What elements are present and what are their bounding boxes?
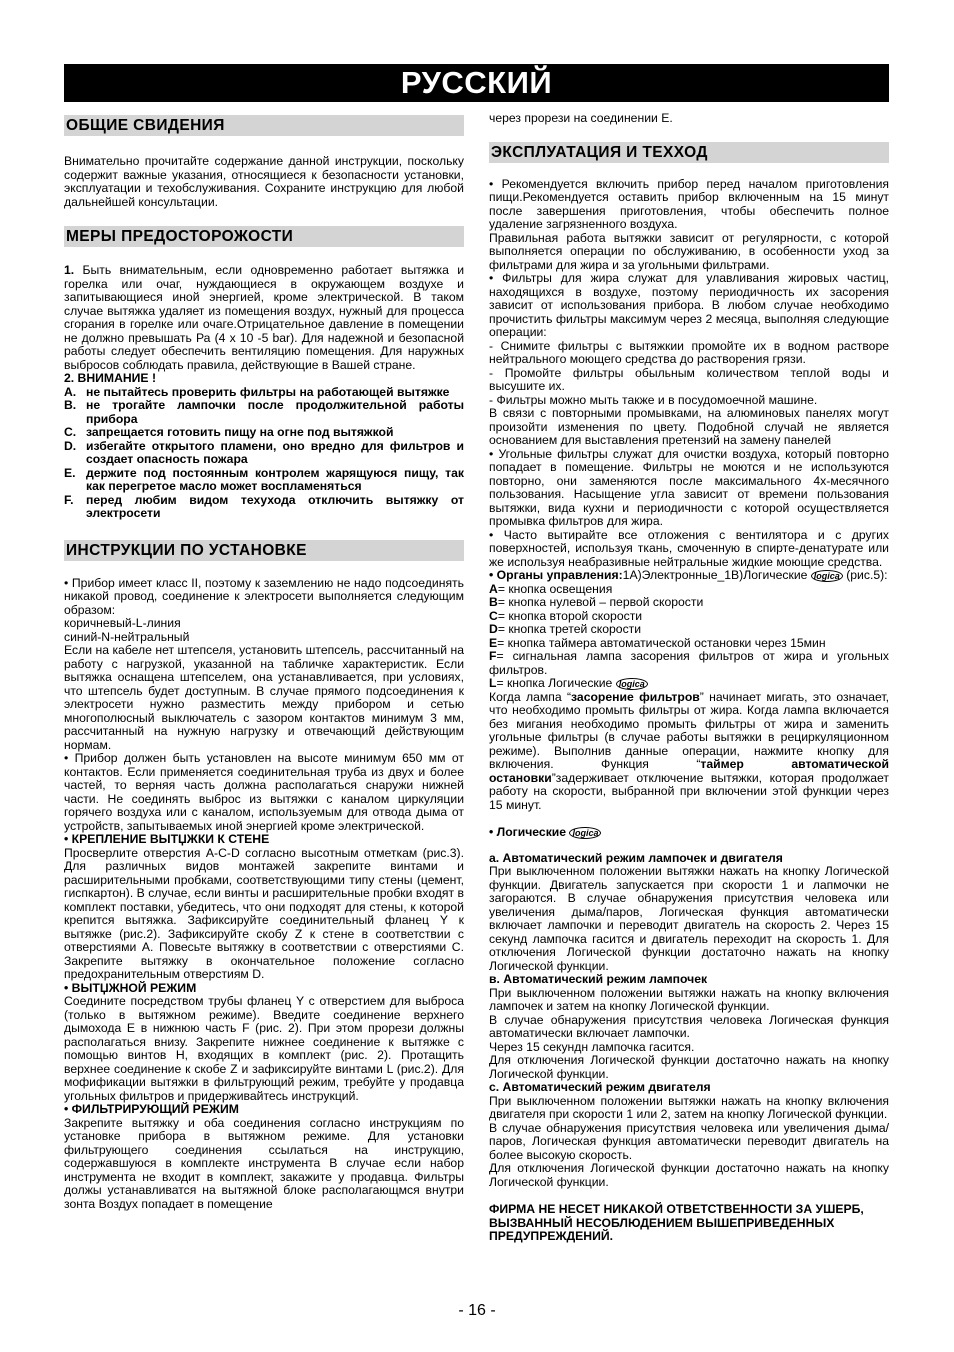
wall-mount-text: Просверлите отверстия A-C-D согласно высотным отметкам (рис.3). Для различных видов монтажей закрепите винтами и расширительными пробками, соответствующими типу стены (цемент, гиспкартон). В случае, если винты и расширительные пробки входят в комплект поставки, убедитесь, что они подходят для стены, к которой крепится вытяжка. Зафиксируйте соединительный фланец Y к вытяжке (рис.2). Зафиксируйте скобу Z к стене в соответствии с отверстиями A. Повесьте вытяжку в соответствии с отверстиями C. Закрепите вытяжку в окончательное положение согласно предохранительным отверстиям D. — [64, 845, 464, 981]
key-letter: D — [489, 622, 498, 636]
mode-a-text: При выключенном положении вытяжки нажать на кнопку Логической функции. Двигатель запускается при скорости 1 и лапмочки не загораются. В случае обнаружения присутствия человека или увеличения дыма/паров, Логическая функция автоматически включает лампочки и переводит двигатель на скорость 2. Через 15 секунд лампочка гасится и двигатель переходит на скорость 1. Для отключения Логической функции достаточно нажать на кнопку Логической функции. — [489, 864, 889, 973]
mode-c-text-3: Для отключения Логической функции достаточно нажать на кнопку Логической функции. — [489, 1161, 889, 1189]
operation-p9: • Часто вытирайте все отложения с вентилятора и с других поверхностей, используя ткань, смоченную в спирте-денатурате или же используя неабразивные нейтральные жидкие моющие средства. — [489, 527, 889, 569]
operation-p5: - Промойте фильтры обыльным количеством теплой воды и высушите их. — [489, 365, 889, 393]
precaution-1 — [64, 264, 464, 372]
warning-text: не пытайтесь проверить фильтры на работающей вытяжке — [86, 384, 450, 399]
wire-blue: синий-N-нейтральный — [64, 629, 190, 644]
logic-heading-line — [489, 826, 889, 840]
key-letter: E — [489, 635, 498, 650]
wire-brown: коричневый-L-линия — [64, 616, 181, 630]
key-item — [489, 583, 889, 597]
page-number: - 16 - — [458, 1302, 496, 1319]
logica-logo-icon: logica — [616, 678, 648, 690]
operation-p2: Правильная работа вытяжки зависит от регулярности, с которой выполняется операции по обслуживанию, в особенности уход за фильтрами для жира и за угольными фильтрами. — [489, 230, 889, 272]
wall-mount-heading: • КРЕПЛЕНИЕ ВЫТЏЖКИ К СТЕНЕ — [64, 832, 270, 846]
warning-item — [64, 494, 464, 521]
right-column — [489, 112, 889, 1244]
section-title-general: ОБЩИЕ СВИДЕНИЯ — [64, 115, 464, 136]
operation-p1: • Рекомендуется включить прибор перед началом приготовления пищи.Рекомендуется оставить прибор включенным на 15 минут после завершения приготовления, чтобы обеспечить полное удаление загрязненного воздуха. — [489, 176, 889, 231]
warning-text: перед любим видом техухода отключить вытяжку от электросети — [86, 492, 464, 520]
warning-letter: E. — [64, 465, 76, 480]
operation-p7: В связи с повторными промывками, на алюминовых панелях могут произойти изменения по цвету. Подобной случай не является основанием для выставления претензий на замену панелей — [489, 406, 889, 447]
warning-letter: D. — [64, 438, 77, 453]
logic-heading: • Логические — [489, 825, 567, 839]
warning-text: держите под постоянным контролем жарящуюся пищу, так как перегретое масло может воспламеняться — [86, 465, 464, 493]
warning-list — [64, 386, 464, 521]
key-item — [489, 650, 889, 677]
key-item — [489, 610, 889, 624]
warning-item — [64, 440, 464, 467]
warning-item — [64, 386, 464, 400]
mode-b-text-2: В случае обнаружения присутствия человека Логическая функция автоматически включает лампочки. — [489, 1012, 889, 1040]
filter-mode-continuation: через прорези на соединении E. — [489, 111, 673, 125]
warning-letter: A. — [64, 384, 77, 399]
install-plug-text: Если на кабеле нет штепселя, установить штепсель, рассчитанный на работу с нагрузкой, указанной на табличке характеристик. Если вытяжка оснащена штепселем, она устанавливается, при условиях, что штепсель будет доступным. В случае прямого подсоединения к электросети нужно разместить между прибором и сетью многополюсный выключатель с зазором контактов минимум 3 мм, рассчитанный на нужную нагрузку и отвечающий действующим нормам. — [64, 643, 464, 752]
key-text: = сигнальная лампа засорения фильтров от жира и угольных фильтров. — [489, 649, 889, 677]
precaution-1-number: 1. — [64, 263, 75, 277]
key-text: = кнопка освещения — [497, 581, 613, 596]
controls-figure: (рис.5): — [846, 568, 888, 582]
mode-c-heading: с. Автоматический режим двигателя — [489, 1080, 711, 1094]
operation-p6: - Фильтры можно мыть также и в посудомоечной машине. — [489, 392, 818, 407]
key-text: = кнопка нулевой – первой скорости — [497, 595, 704, 609]
key-text: = кнопка Логические — [496, 676, 613, 690]
language-banner: РУССКИЙ — [64, 64, 889, 102]
key-item — [489, 677, 889, 691]
key-letter: C — [489, 608, 498, 623]
key-letter: B — [489, 595, 498, 609]
key-item — [489, 623, 889, 637]
lamp-text-d: таймер автоматической остановки — [489, 757, 889, 785]
controls-text: 1А)Электронные_1В)Логические — [622, 568, 808, 582]
key-text: = кнопка третей скорости — [497, 622, 642, 636]
logica-logo-icon: logica — [811, 570, 843, 582]
left-column — [64, 112, 464, 1211]
operation-p4: - Снимите фильтры с вытяжкии промойте их в водном растворе нейтрального моющего средства до растворения грязи. — [489, 338, 889, 366]
key-text: = кнопка второй скорости — [497, 608, 643, 623]
warning-letter: F. — [64, 492, 74, 507]
general-text: Внимательно прочитайте содержание данной инструкции, поскольку содержит важные указания, относящиеся к безопасности установки, эксплуатации и техобслуживания. Сохраните инструкцию для любой дальнейшей консультации. — [64, 154, 464, 209]
controls-label: • Органы управления: — [489, 568, 623, 582]
warning-item — [64, 467, 464, 494]
key-list — [489, 583, 889, 691]
mode-b-text-3: Через 15 секундн лампочка гасится. — [489, 1039, 695, 1054]
mode-b-heading: в. Автоматический режим лампочек — [489, 972, 708, 986]
mode-c-text-1: При выключенном положении вытяжки нажать на кнопку включения двигателя при скорости 1 или 2, затем на кнопку Логической функции. — [489, 1093, 889, 1121]
install-height-text: • Прибор должен быть установлен на высоте минимум 650 мм от контактов. Если применяется соединительная труба из двух и более частей, то верняя часть должна располагаться снаружи нижней части. Не соединять выброс из вытяжки с каналом циркуляции горячего воздуха или с каналом, используемым для отвода дыма от устройств, запытываемых иной энергией кроме электрической. — [64, 751, 464, 833]
warning-heading: 2. ВНИМАНИЕ ! — [64, 371, 157, 385]
warning-text: запрещается готовить пищу на огне под вытяжкой — [86, 425, 394, 439]
filter-mode-heading: • ФИЛЬТРИРУЮЩИЙ РЕЖИМ — [64, 1102, 239, 1116]
mode-a-heading: a. Автоматический режим лампочек и двигателя — [489, 850, 783, 865]
warning-text: избегайте открытого пламени, оно вредно для фильтров и создает опасность пожара — [86, 438, 464, 466]
key-text: = кнопка таймера автоматической остановки через 15мин — [497, 635, 826, 650]
key-letter: F — [489, 649, 497, 663]
exhaust-mode-text: Соедините посредством трубы фланец Y с отверстием для выброса (только в вытяжном режиме). Введите соединение верхнего дымохода E в нижнюю часть F (рис. 2). При этом прорези должны располагаться внизу. Закрепите нижнее соединение к вытяжке с помощью винтов H, входящих в комплект (рис. 2). Протащить верхнее соединение к скобе Z и зафиксируйте винтами L (рис.2). Для мофификации вытяжки в фильтрующий режим, требуйте у продавца угольных фильтров и придерживайтесь инструкций. — [64, 994, 464, 1103]
key-item — [489, 637, 889, 651]
lamp-text — [489, 691, 889, 813]
disclaimer: ФИРМА НЕ НЕСЕТ НИКАКОЙ ОТВЕТСТВЕННОСТИ ЗА УШЕРБ, ВЫЗВАННЫЙ НЕСОБЛЮДЕНИЕМ ВЫШЕПРИВЕДЕННЫХ ПРЕДУПРЕЖДЕНИЙ. — [489, 1202, 864, 1243]
lamp-text-a: Когда лампа “ — [489, 689, 572, 704]
key-letter: A — [489, 581, 498, 596]
controls-line — [489, 569, 889, 583]
section-title-precautions: МЕРЫ ПРЕДОСТОРОЖОСТИ — [64, 226, 464, 247]
precaution-1-text: Быть внимательным, если одновременно работает вытяжка и горелка или очаг, нуждающиеся в окружающем воздухе и запитывающиеся иной энергией, кроме электрической. В таком случае вытяжка удаляет из помещения воздух, нужный для процесса сгорания в горелке или очаге.Отрицательное давление в помещении не должно превышать Ра (4 х 10 -5 bar). Для надежной и безопасной работы следует обеспечить вентиляцию помещения. Для наружных выбросов соблюдать правила, действующие в Вашей стране. — [64, 263, 464, 372]
key-letter: L — [489, 676, 497, 690]
logica-logo-icon: logica — [569, 827, 601, 839]
warning-letter: B. — [64, 398, 77, 412]
lamp-text-c: ” начинает мигать, это означает, что необходимо промыть фильтры от жира. Когда лампа включается без мигания необходимо промыть фильтры от жира и заменить угольные фильтры (в случае работы вытяжки в рециркуляционном режиме). Выполнив данные операции, нажмите кнопку для включения. Функция “ — [489, 689, 889, 771]
section-title-installation: ИНСТРУКЦИИ ПО УСТАНОВКЕ — [64, 540, 464, 561]
operation-p3: • Фильтры для жира служат для улавливания жировых частиц, находящихся в воздухе, поэтому периодичность их засорения зависит от использования прибора. В любом случае необходимо прочистить фильтры максимум через 2 месяца, выполняя следующие операции: — [489, 271, 889, 339]
exhaust-mode-heading: • ВЫТЏЖНОЙ РЕЖИМ — [64, 980, 197, 995]
warning-item — [64, 426, 464, 440]
lamp-text-e: ”задерживает отключение вытяжки, которая продолжает работу на скорости, выбранной при включении этой функции через 15 минут. — [489, 770, 889, 812]
mode-b-text-4: Для отключения Логической функции достаточно нажать на кнопку Логической функции. — [489, 1053, 889, 1081]
mode-b-text-1: При выключенном положении вытяжки нажать на кнопку включения лампочек и затем на кнопку Логической функции. — [489, 985, 889, 1013]
filter-mode-text: Закрепите вытяжку и оба соединения согласно инструкциям по установке прибора в вытяжном режиме. Для установки фильтрующего соединения ссылаться на инструкцию, содержавшуюся в комплекте инструмента В случае если набор инструмента не входит в комплект, закажите у продавца. Фильтры должы устанавливатся на вытяжной блоке располагающмся внутри зонта Воздух попадает в помещение — [64, 1115, 464, 1211]
warning-letter: C. — [64, 425, 77, 439]
lamp-text-b: засорение фильтров — [571, 689, 700, 704]
operation-p8: • Угольные фильтры служат для очистки воздуха, который повторно попадает в помещение. Фильтры не моются и не используются повторно, они заменяются после максимального 4х-месячного пользования. Насыщение угла зависит от времени пользования вытяжки, вида кухни и периодичности с которой осуществляется промывка фильтров для жира. — [489, 446, 889, 528]
mode-c-text-2: В случае обнаружения присутствия человека или увеличения дыма/паров, Логическая функция автоматически переводит двигатель на более высокую скорость. — [489, 1120, 889, 1162]
key-item — [489, 596, 889, 610]
warning-item — [64, 399, 464, 426]
warning-text: не трогайте лампочки после продолжительной работы прибора — [86, 398, 464, 426]
section-title-operation: ЭКСПЛУАТАЦИЯ И ТЕХХОД — [489, 142, 889, 163]
install-class-text: • Прибор имеет класс II, поэтому к заземлению не надо подсоединять никакой провод, соединение к электросети выполняется следующим образом: — [64, 575, 464, 617]
